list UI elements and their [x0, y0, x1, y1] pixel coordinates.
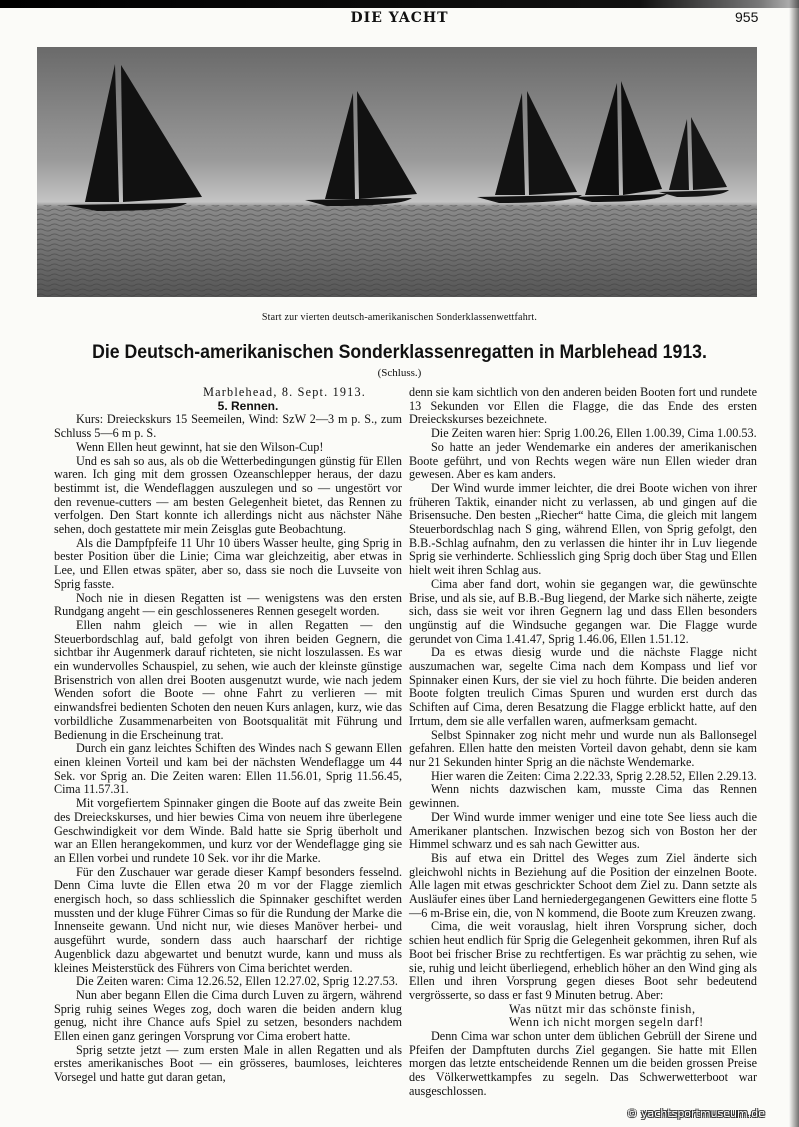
paragraph: denn sie kam sichtlich von den anderen beiden Booten fort und rundete 13 Sekunden vor Ellen die Flagge, die das Ende des ersten Dreieckskurses bezeichnete.: [409, 385, 757, 427]
paragraph: Durch ein ganz leichtes Schiften des Windes nach S gewann Ellen einen kleinen Vorteil und kam bei der nächsten Wendeflagge um 44 Sek. vor Sprig an. Die Zeiten waren: Ellen 11.56.01, Sprig 11.56.45, Cima 11.57.31.: [54, 741, 402, 797]
paragraph: Die Zeiten waren: Cima 12.26.52, Ellen 12.27.02, Sprig 12.27.53.: [76, 974, 398, 989]
paragraph: Selbst Spinnaker zog nicht mehr und wurde nun als Ballonsegel gefahren. Ellen hatte den meisten Vorteil davon gehabt, denn sie kam nur 21 Sekunden hinter Sprig an die nächste Wendemarke.: [409, 727, 757, 769]
paragraph: Die Zeiten waren hier: Sprig 1.00.26, Ellen 1.00.39, Cima 1.00.53.: [431, 426, 757, 441]
section-heading: 5. Rennen.: [217, 398, 279, 413]
paragraph: Ellen nahm gleich — wie in allen Regatten — den Steuerbordschlag auf, bald gefolgt von ihren beiden Gegnern, die sichtbar ihr Augenmerk darauf richteten, sie nicht loszulassen. Es war ein wundervolles Schauspiel, zu sehen, wie auch der kleinste günstige Brisenstrich von allen drei Booten ausgenutzt wurde, wie nach jedem Wenden sofort die Boote — ohne Fahrt zu verlieren — mit einwandsfrei bedienten Schoten den neuen Kurs anlagen, kurz, wie das vorbildliche Zusammenarbeiten von Bootsqualität mit Führung und Bedienung in die Erscheinung trat.: [54, 617, 402, 742]
paragraph: Mit vorgefiertem Spinnaker gingen die Boote auf das zweite Bein des Dreieckskurses, und hier bewies Cima von neuem ihre überlegene Geschwindigkeit vor dem Winde. Bald hatte sie Sprig überholt und war an Ellen herangekommen, und kurz vor der Wendeflagge ging sie an Ellen vorbei und rundete 10 Sek. vor ihr die Marke.: [54, 796, 402, 865]
paragraph: Wenn nichts dazwischen kam, musste Cima das Rennen gewinnen.: [409, 782, 757, 811]
scan-right-shadow: [789, 0, 799, 1127]
page-number: 955: [735, 9, 759, 25]
dateline: Marblehead, 8. Sept. 1913.: [203, 385, 366, 399]
watermark: © yachtsportmuseum.de: [626, 1106, 765, 1120]
paragraph: Wenn Ellen heut gewinnt, hat sie den Wilson-Cup!: [76, 439, 324, 454]
paragraph: Für den Zuschauer war gerade dieser Kampf besonders fesselnd. Denn Cima luvte die Ellen etwa 20 m vor der Flagge ziemlich energisch hoch, so dass schliesslich die Spinnaker geschiftet werden mussten und der kluge Führer Cimas so für die Rundung der Marke die Innenseite gewann. Und nicht nur, wie dieses Manöver herbei- und ausgeführt wurde, sondern dass auch haarscharf der richtige Augenblick dazu abgewartet und benutzt wurde, kann und muss als kleines Meisterstück des Führers von Cima berichtet werden.: [54, 864, 402, 975]
paragraph: Cima aber fand dort, wohin sie gegangen war, die gewünschte Brise, und als sie, auf B.B.-Bug liegend, der Marke sich näherte, zeigte sich, dass sie weit vor ihren Gegnern lag und dass Ellen besonders ungünstig auf die Windsuche gegangen war. Die Flagge wurde gerundet von Cima 1.41.47, Sprig 1.46.06, Ellen 1.51.12.: [409, 576, 757, 646]
paragraph: Hier waren die Zeiten: Cima 2.22.33, Sprig 2.28.52, Ellen 2.29.13.: [431, 768, 757, 783]
paragraph: Cima, die weit vorauslag, hielt ihren Vorsprung sicher, doch schien heut endlich für Sprig die Gelegenheit gekommen, ihren Ruf als Boot bei frischer Brise zu rechtfertigen. Es war prächtig zu sehen, wie sie, ruhig und leicht überliegend, erheblich höher an den Wind ging als Ellen und ihren Vorsprung gegen dieses Boot sehr bedeutend vergrösserte, so dass er fast 9 Minuten betrug. Aber:: [409, 919, 757, 1002]
paragraph: Und es sah so aus, als ob die Wetterbedingungen günstig für Ellen waren. Ich ging mit dem grossen Ozeanschlepper heraus, der dazu bestimmt ist, die Wendeflaggen auszulegen und so — ungestört vor den revenue-cutters — am besten Gelegenheit bietet, das Rennen zu verfolgen. Den Start konnte ich allerdings nicht aus nächster Nähe sehen, doch gestattete mir mein Zeisglas gute Beobachtung.: [54, 453, 402, 537]
paragraph: Bis auf etwa ein Drittel des Weges zum Ziel änderte sich gleichwohl nichts in Beziehung auf die Position der einzelnen Boote. Alle lagen mit etwas geschrickter Schoot dem Ziel zu. Dann setzte als Ausläufer eines über Land herniedergegangenen Gewitters eine flotte 5—6 m-Brise ein, die, von N kommend, die Boote zum Kreuzen zwang.: [409, 850, 757, 920]
right-column: [409, 385, 765, 1121]
verse-line: Was nützt mir das schönste finish,: [509, 1001, 696, 1016]
paragraph: Der Wind wurde immer leichter, die drei Boote wichen von ihrer früheren Taktik, einander nicht zu verlassen, ab und gingen auf die Brisensuche. Den besten „Riecher“ hatte Cima, die gleich mit langem Steuerbordschlag nach S ging, während Ellen, von Sprig gefolgt, den B.B.-Schlag aufnahm, den zu verlassen die hinter ihr in Luv liegende Sprig sie verhinderte. Schliesslich ging Sprig doch über Stag und Ellen hielt weit ihren Schlag aus.: [409, 480, 757, 578]
verse-line: Wenn ich nicht morgen segeln darf!: [509, 1015, 704, 1030]
photo-caption: Start zur vierten deutsch-amerikanischen Sonderklassenwettfahrt.: [261, 312, 538, 323]
sailboats-photo: [37, 47, 757, 297]
running-title: DIE YACHT: [350, 10, 449, 26]
paragraph: Als die Dampfpfeife 11 Uhr 10 übers Wasser heulte, ging Sprig in bester Position über die Linie; Cima war gleichzeitig, aber etwas in Lee, und Ellen etwas später, aber so, dass sie noch die Luvseite von Sprig fasste.: [54, 535, 402, 591]
paragraph: Der Wind wurde immer weniger und eine tote See liess auch die Amerikaner plantschen. Inzwischen bezog sich von Boston her der Himmel schwarz und es sah nach Gewitter aus.: [409, 809, 757, 852]
article-title: Die Deutsch-amerikanischen Sonderklassenregatten in Marblehead 1913.: [92, 342, 707, 363]
paragraph: Nun aber begann Ellen die Cima durch Luven zu ärgern, während Sprig ruhig seines Weges zog, doch waren die beiden andern klug genug, nicht ihre Chance aufs Spiel zu setzen, besonders nachdem Ellen einen ganz geringen Vorsprung vor Cima erobert hatte.: [54, 987, 402, 1044]
article-subtitle: (Schluss.): [377, 367, 422, 379]
paragraph: Denn Cima war schon unter dem üblichen Gebrüll der Sirene und Pfeifen der Dampftuten durchs Ziel gegangen. Sie hatte mit Ellen morgen das letzte entscheidende Rennen um die beiden grossen Preise des Völkerwettkampfes zu segeln. Das Schwerwetterboot war ausgeschlossen.: [409, 1029, 757, 1098]
paragraph: So hatte an jeder Wendemarke ein anderes der amerikanischen Boote geführt, und von Rechts wegen wäre nun Ellen wieder dran gewesen. Aber es kam anders.: [409, 439, 757, 482]
paragraph: Da es etwas diesig wurde und die nächste Flagge nicht auszumachen war, segelte Cima nach dem Kompass und lief vor Spinnaker einen Kurs, der sie viel zu hoch führte. Die beiden anderen Boote folgten treulich Cimas Spuren und wurden erst durch das Schiften auf Cima, deren Besatzung die Flagge erblickt hatte, auf den Irrtum, dem sie alle verfallen waren, aufmerksam gemacht.: [409, 645, 757, 728]
paragraph: Sprig setzte jetzt — zum ersten Male in allen Regatten und als erstes amerikanisches Boot — ein grösseres, baumloses, leichteres Vorsegel und hatte gut daran getan,: [54, 1042, 402, 1085]
paragraph: Kurs: Dreieckskurs 15 Seemeilen, Wind: SzW 2—3 m p. S., zum Schluss 5—6 m p. S.: [54, 412, 402, 441]
scan-top-border: [0, 0, 799, 8]
paragraph: Noch nie in diesen Regatten ist — wenigstens was den ersten Rundgang angeht — ein geschlosseneres Rennen gesegelt worden.: [54, 590, 402, 619]
left-column: [54, 386, 402, 1085]
